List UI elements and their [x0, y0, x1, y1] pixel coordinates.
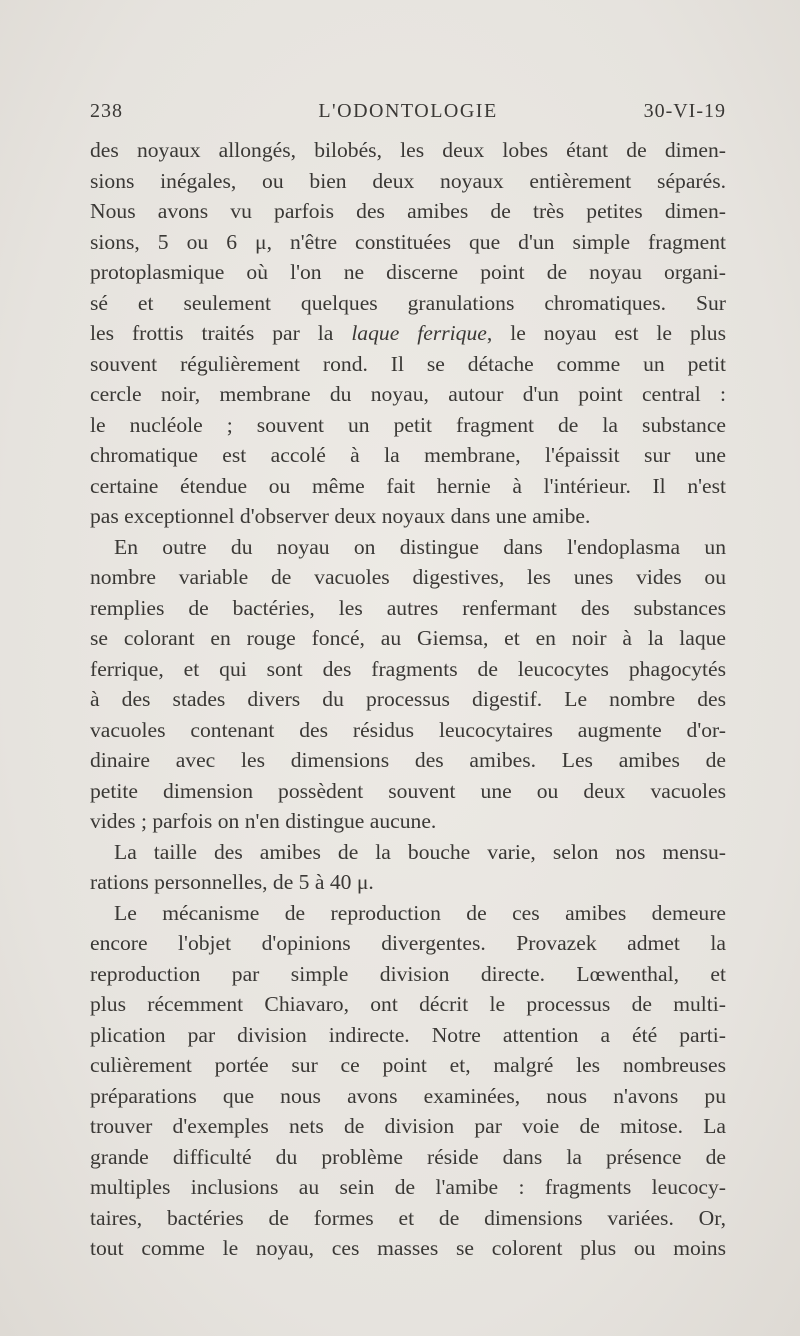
issue-date: 30-VI-19 — [643, 100, 726, 122]
text-line: Le mécanisme de reproduction de ces amibes demeure — [114, 900, 726, 925]
text-line: sions, 5 ou 6 μ, n'être constituées que d'un simple fragment — [90, 229, 726, 254]
text-line: plication par division indirecte. Notre attention a été parti- — [90, 1022, 726, 1047]
journal-title: L'ODONTOLOGIE — [318, 100, 498, 122]
text-line: sé et seulement quelques granulations chromatiques. Sur — [90, 290, 726, 315]
text-line: tout comme le noyau, ces masses se colorent plus ou moins — [90, 1236, 726, 1260]
text-line: les frottis traités par la laque ferrique, le noyau est le plus — [90, 321, 726, 345]
text-line: sions inégales, ou bien deux noyaux entièrement séparés. — [90, 168, 726, 193]
text-line: nombre variable de vacuoles digestives, les unes vides ou — [90, 565, 726, 589]
text-line: se colorant en rouge foncé, au Giemsa, et en noir à la laque — [90, 626, 726, 650]
text-line: ferrique, et qui sont des fragments de leucocytes phagocytés — [90, 656, 726, 681]
text-line: vides ; parfois on n'en distingue aucune. — [90, 809, 437, 833]
text-line: encore l'objet d'opinions divergentes. Provazek admet la — [90, 931, 726, 955]
text-line: taires, bactéries de formes et de dimensions variées. Or, — [90, 1205, 726, 1230]
text-line: remplies de bactéries, les autres renfermant des substances — [90, 595, 726, 620]
text-line: pas exceptionnel d'observer deux noyaux dans une amibe. — [90, 504, 591, 528]
text-line: le nucléole ; souvent un petit fragment de la substance — [90, 412, 726, 437]
text-line: rations personnelles, de 5 à 40 μ. — [90, 870, 374, 894]
text-line: La taille des amibes de la bouche varie, selon nos mensu- — [114, 839, 726, 864]
text-line: culièrement portée sur ce point et, malgré les nombreuses — [90, 1053, 726, 1077]
text-line: petite dimension possèdent souvent une ou deux vacuoles — [90, 778, 726, 803]
text-line: vacuoles contenant des résidus leucocytaires augmente d'or- — [90, 717, 726, 742]
running-head — [90, 100, 726, 128]
text-line: trouver d'exemples nets de division par voie de mitose. La — [90, 1114, 726, 1138]
text-line: Nous avons vu parfois des amibes de très petites dimen- — [90, 199, 726, 223]
text-line: multiples inclusions au sein de l'amibe : fragments leucocy- — [90, 1175, 726, 1199]
text-line: à des stades divers du processus digestif. Le nombre des — [90, 687, 726, 711]
text-line: dinaire avec les dimensions des amibes. Les amibes de — [90, 748, 726, 772]
text-line: plus récemment Chiavaro, ont décrit le processus de multi- — [90, 992, 726, 1016]
text-line: protoplasmique où l'on ne discerne point de noyau organi- — [90, 260, 726, 284]
text-line: préparations que nous avons examinées, nous n'avons pu — [90, 1083, 726, 1108]
text-line: souvent régulièrement rond. Il se détache comme un petit — [90, 351, 726, 376]
text-line: certaine étendue ou même fait hernie à l'intérieur. Il n'est — [90, 473, 726, 498]
page-number: 238 — [90, 100, 123, 122]
text-line: grande difficulté du problème réside dans la présence de — [90, 1144, 726, 1169]
text-line: chromatique est accolé à la membrane, l'épaissit sur une — [90, 443, 726, 467]
text-line: reproduction par simple division directe. Lœwenthal, et — [90, 961, 726, 986]
text-line: cercle noir, membrane du noyau, autour d'un point central : — [90, 382, 726, 406]
body-text — [90, 135, 726, 1264]
text-line: En outre du noyau on distingue dans l'endoplasma un — [114, 534, 726, 559]
emphasis-text: laque ferrique — [351, 321, 487, 345]
text-line: des noyaux allongés, bilobés, les deux lobes étant de dimen- — [90, 138, 726, 162]
